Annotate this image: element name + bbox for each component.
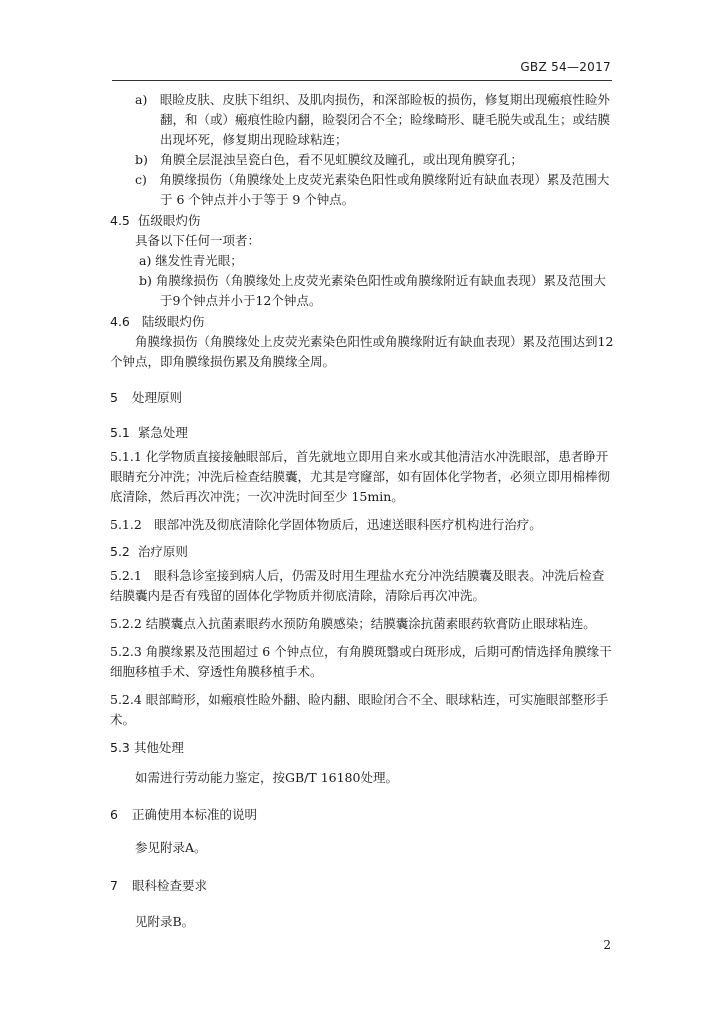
section-heading-5-2 [110,542,188,562]
paragraph-5-1-1-line2: 眼睛充分冲洗；冲洗后检查结膜囊，尤其是穹窿部，如有固体化学物者，必须立即用棉棒彻 [110,469,611,484]
page-number: 2 [603,938,611,952]
paragraph-5-2-1-line2: 结膜囊内是否有残留的固体化学物质并彻底清除，清除后再次冲洗。 [110,588,486,603]
heading-number: 5 [110,390,118,405]
list-item-a-line1: a) 眼睑皮肤、皮肤下组织、及肌肉损伤，和深部睑板的损伤，修复期出现瘢痕性睑外 [135,92,610,107]
heading-title: 处理原则 [131,390,182,405]
heading-number: 5.3 [110,740,130,755]
paragraph-line2: 个钟点，即角膜缘损伤累及角膜缘全周。 [110,354,336,369]
list-item-a-line2: 翻，和（或）瘢痕性睑内翻，睑裂闭合不全；睑缘畸形、睫毛脱失或乱生；或结膜 [160,112,611,127]
section-heading-4-5 [110,211,200,231]
paragraph-5-2-4-line1: 5.2.4 眼部畸形，如瘢痕性睑外翻、睑内翻、眼睑闭合不全、眼球粘连，可实施眼部整形手 [110,692,609,707]
heading-number: 7 [110,878,118,893]
heading-number: 5.2 [110,544,130,559]
heading-number: 5.1 [110,425,130,440]
paragraph-5-3: 如需进行劳动能力鉴定，按GB/T 16180处理。 [135,770,398,785]
heading-number: 4.6 [110,314,130,329]
heading-title: 其他处理 [133,740,184,755]
section-heading-4-6 [110,312,204,332]
heading-title: 紧急处理 [137,425,188,440]
heading-title: 陆级眼灼伤 [141,314,205,329]
heading-title: 眼科检查要求 [131,878,207,893]
list-item-b-line2: 于9个钟点并小于12个钟点。 [160,293,322,308]
heading-title: 正确使用本标准的说明 [131,807,257,822]
list-item-c-line1: c) 角膜缘损伤（角膜缘处上皮荧光素染色阳性或角膜缘附近有缺血表现）累及范围大 [135,172,610,187]
paragraph-7: 见附录B。 [135,914,195,929]
heading-number: 4.5 [110,213,130,228]
paragraph-6: 参见附录A。 [135,840,207,855]
list-item-b: b) 角膜全层混浊呈瓷白色，看不见虹膜纹及瞳孔，或出现角膜穿孔； [135,152,523,167]
list-item-c-line2: 于 6 个钟点并小于等于 9 个钟点。 [160,192,355,207]
list-item-a: a) 继发性青光眼； [139,253,243,268]
paragraph-5-1-1-line3: 底清除，然后再次冲洗；一次冲洗时间至少 15min。 [110,489,404,504]
paragraph-intro: 具备以下任何一项者： [135,233,261,248]
list-item-a-line3: 出现坏死，修复期出现睑球粘连； [160,132,348,147]
heading-title: 伍级眼灼伤 [137,213,201,228]
paragraph-5-2-4-line2: 术。 [110,712,136,727]
section-heading-7 [110,876,207,896]
paragraph-5-2-1-line1: 5.2.1 眼科急诊室接到病人后，仍需及时用生理盐水充分冲洗结膜囊及眼表。冲洗后检查 [110,568,605,583]
section-heading-5-3 [110,738,184,758]
paragraph-5-1-2: 5.1.2 眼部冲洗及彻底清除化学固体物质后，迅速送眼科医疗机构进行治疗。 [110,517,542,532]
header-rule [112,80,612,81]
heading-title: 治疗原则 [137,544,188,559]
section-heading-5-1 [110,423,188,443]
list-item-b-line1: b) 角膜缘损伤（角膜缘处上皮荧光素染色阳性或角膜缘附近有缺血表现）累及范围大 [139,273,606,288]
paragraph-line1: 角膜缘损伤（角膜缘处上皮荧光素染色阳性或角膜缘附近有缺血表现）累及范围达到12 [135,334,614,349]
header-standard-code: GBZ 54—2017 [520,60,611,74]
paragraph-5-1-1-line1: 5.1.1 化学物质直接接触眼部后，首先就地立即用自来水或其他清洁水冲洗眼部，患者睁开 [110,449,609,464]
section-heading-6 [110,805,257,825]
paragraph-5-2-3-line1: 5.2.3 角膜缘累及范围超过 6 个钟点位，有角膜斑翳或白斑形成，后期可酌情选择角膜缘干 [110,644,612,659]
section-heading-5 [110,388,182,408]
heading-number: 6 [110,807,118,822]
paragraph-5-2-3-line2: 细胞移植手术、穿透性角膜移植手术。 [110,664,323,679]
paragraph-5-2-2: 5.2.2 结膜囊点入抗菌素眼药水预防角膜感染；结膜囊涂抗菌素眼药软膏防止眼球粘连。 [110,616,596,631]
